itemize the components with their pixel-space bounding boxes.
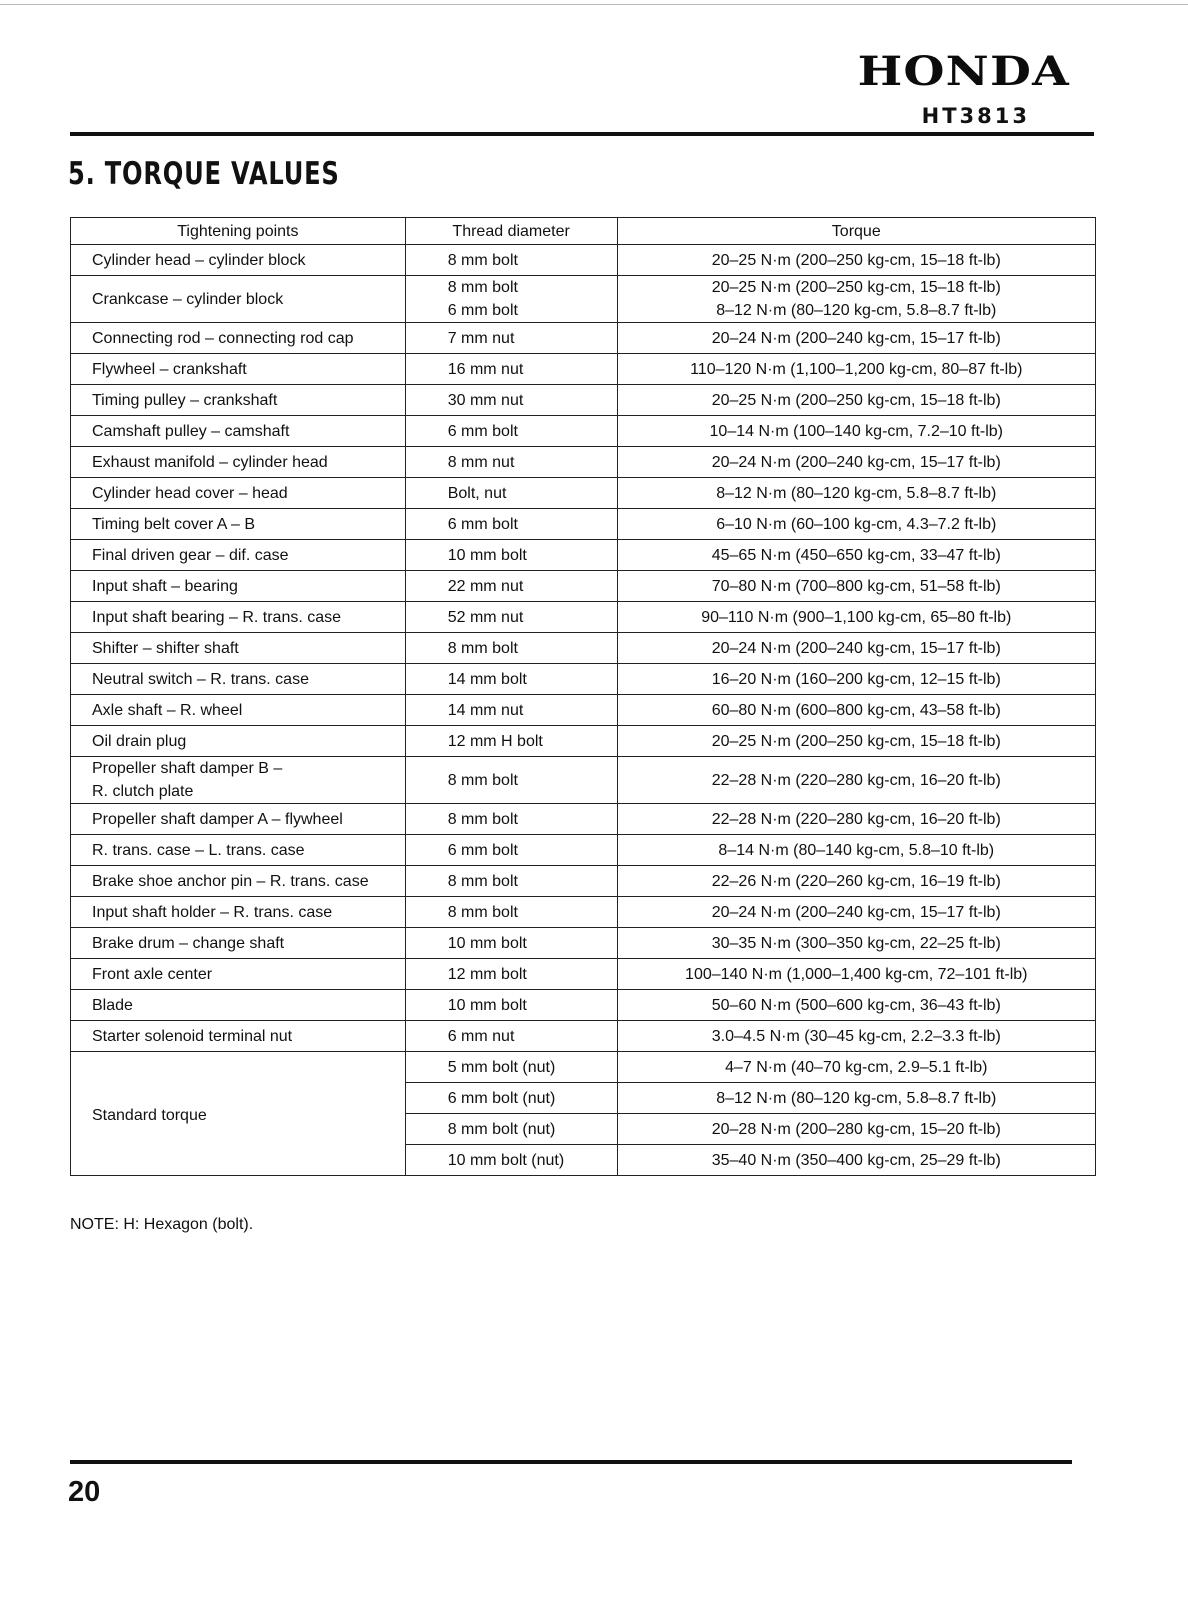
- torque-cell: [617, 416, 1095, 447]
- tightening-point-cell: [71, 757, 406, 804]
- torque-cell: [617, 571, 1095, 602]
- table-row: [71, 509, 1096, 540]
- tightening-point-cell-text: Connecting rod – connecting rod cap: [92, 329, 354, 347]
- torque-cell-text: 90–110 N·m (900–1,100 kg-cm, 65–80 ft-lb): [701, 608, 1012, 626]
- thread-diameter-cell: [405, 897, 617, 928]
- table-row: [71, 602, 1096, 633]
- torque-cell-text: 8–12 N·m (80–120 kg-cm, 5.8–8.7 ft-lb): [716, 484, 997, 502]
- thread-diameter-cell: 8 mm bolt (nut): [405, 1114, 617, 1145]
- tightening-point-cell: [71, 1021, 406, 1052]
- thread-diameter-cell-text: 8 mm bolt: [447, 639, 518, 657]
- thread-diameter-cell-text: Bolt, nut: [447, 484, 507, 502]
- torque-cell-text: 6–10 N·m (60–100 kg-cm, 4.3–7.2 ft-lb): [716, 515, 997, 533]
- thread-diameter-cell: [405, 990, 617, 1021]
- tightening-point-cell-text: Input shaft bearing – R. trans. case: [92, 608, 342, 626]
- table-row: [71, 276, 1096, 323]
- standard-torque-row: [71, 1052, 1096, 1083]
- torque-cell: 4–7 N·m (40–70 kg-cm, 2.9–5.1 ft-lb): [617, 1052, 1095, 1083]
- table-body: [71, 245, 1096, 1176]
- table-row: [71, 385, 1096, 416]
- torque-cell-text: 20–24 N·m (200–240 kg-cm, 15–17 ft-lb): [711, 453, 1001, 471]
- torque-cell: 35–40 N·m (350–400 kg-cm, 25–29 ft-lb): [617, 1145, 1095, 1176]
- tightening-point-cell: [71, 695, 406, 726]
- thread-diameter-cell-text: 52 mm nut: [447, 608, 524, 626]
- thread-diameter-cell: [405, 354, 617, 385]
- thread-diameter-cell-text: 10 mm bolt: [447, 934, 527, 952]
- torque-cell-text: 50–60 N·m (500–600 kg-cm, 36–43 ft-lb): [711, 996, 1001, 1014]
- thread-diameter-cell: [405, 478, 617, 509]
- thread-diameter-cell-text: 14 mm bolt: [447, 670, 527, 688]
- tightening-point-cell-text: R. clutch plate: [92, 783, 194, 800]
- thread-diameter-cell-text: 8 mm bolt: [447, 872, 518, 890]
- torque-cell: 8–12 N·m (80–120 kg-cm, 5.8–8.7 ft-lb): [617, 1083, 1095, 1114]
- torque-cell: [617, 633, 1095, 664]
- torque-cell: [617, 323, 1095, 354]
- table-row: [71, 990, 1096, 1021]
- torque-cell: [617, 990, 1095, 1021]
- torque-cell-text: 20–25 N·m (200–250 kg-cm, 15–18 ft-lb): [711, 732, 1001, 750]
- table-row: [71, 959, 1096, 990]
- tightening-point-cell: [71, 416, 406, 447]
- thread-diameter-cell: 6 mm bolt (nut): [405, 1083, 617, 1114]
- tightening-point-cell: [71, 897, 406, 928]
- thread-diameter-cell: [405, 757, 617, 804]
- tightening-point-cell-text: Timing belt cover A – B: [92, 515, 256, 533]
- tightening-point-cell-text: Input shaft holder – R. trans. case: [92, 903, 333, 921]
- torque-cell-text: 20–25 N·m (200–250 kg-cm, 15–18 ft-lb): [711, 251, 1001, 269]
- thread-diameter-cell-text: 6 mm bolt: [447, 302, 518, 319]
- torque-cell-text: 110–120 N·m (1,100–1,200 kg-cm, 80–87 ft-lb): [690, 360, 1023, 378]
- tightening-point-cell-text: Oil drain plug: [92, 732, 187, 750]
- thread-diameter-cell-text: 8 mm nut: [447, 453, 515, 471]
- table-row: [71, 478, 1096, 509]
- torque-cell-text: 100–140 N·m (1,000–1,400 kg-cm, 72–101 ft-lb): [685, 965, 1028, 983]
- torque-cell: [617, 245, 1095, 276]
- tightening-point-cell-text: Exhaust manifold – cylinder head: [92, 453, 328, 471]
- table-row: [71, 664, 1096, 695]
- torque-cell-text: 60–80 N·m (600–800 kg-cm, 43–58 ft-lb): [711, 701, 1001, 719]
- tightening-point-cell: [71, 928, 406, 959]
- thread-diameter-cell: [405, 726, 617, 757]
- tightening-point-cell-text: Axle shaft – R. wheel: [92, 701, 243, 719]
- tightening-point-cell-text: Brake drum – change shaft: [92, 934, 285, 952]
- torque-cell: [617, 757, 1095, 804]
- thread-diameter-cell-text: 8 mm bolt: [447, 810, 518, 828]
- thread-diameter-cell-text: 10 mm bolt: [447, 546, 527, 564]
- tightening-point-cell: [71, 959, 406, 990]
- tightening-point-cell: [71, 354, 406, 385]
- column-header-tightening-points: Tightening points: [71, 218, 406, 245]
- torque-cell-text: 20–25 N·m (200–250 kg-cm, 15–18 ft-lb): [711, 391, 1001, 409]
- thread-diameter-cell: [405, 1021, 617, 1052]
- torque-cell: [617, 897, 1095, 928]
- thread-diameter-cell: [405, 695, 617, 726]
- thread-diameter-cell-text: 14 mm nut: [447, 701, 524, 719]
- section-title: 5. TORQUE VALUES: [68, 156, 340, 192]
- tightening-point-cell-text: Front axle center: [92, 965, 213, 983]
- table-row: [71, 447, 1096, 478]
- thread-diameter-cell-text: 30 mm nut: [447, 391, 524, 409]
- torque-cell: [617, 478, 1095, 509]
- torque-cell: [617, 866, 1095, 897]
- standard-torque-label: Standard torque: [71, 1052, 406, 1176]
- torque-cell-text: 10–14 N·m (100–140 kg-cm, 7.2–10 ft-lb): [709, 422, 1003, 440]
- tightening-point-cell: [71, 447, 406, 478]
- torque-cell-text: 16–20 N·m (160–200 kg-cm, 12–15 ft-lb): [711, 670, 1001, 688]
- torque-cell: [617, 835, 1095, 866]
- thread-diameter-cell-text: 22 mm nut: [447, 577, 524, 595]
- tightening-point-cell-text: Input shaft – bearing: [92, 577, 238, 595]
- tightening-point-cell: [71, 323, 406, 354]
- tightening-point-cell: [71, 866, 406, 897]
- thread-diameter-cell: [405, 959, 617, 990]
- table-row: [71, 726, 1096, 757]
- table-row: [71, 245, 1096, 276]
- table-row: [71, 695, 1096, 726]
- table-row: [71, 804, 1096, 835]
- torque-cell: [617, 664, 1095, 695]
- thread-diameter-cell: [405, 416, 617, 447]
- tightening-point-cell: [71, 540, 406, 571]
- model-number: HT3813: [921, 104, 1030, 128]
- tightening-point-cell: [71, 726, 406, 757]
- thread-diameter-cell-text: 8 mm bolt: [447, 251, 518, 269]
- tightening-point-cell: [71, 804, 406, 835]
- torque-cell: [617, 354, 1095, 385]
- thread-diameter-cell: [405, 509, 617, 540]
- torque-cell-text: 22–28 N·m (220–280 kg-cm, 16–20 ft-lb): [711, 810, 1001, 828]
- thread-diameter-cell: [405, 540, 617, 571]
- torque-cell-text: 70–80 N·m (700–800 kg-cm, 51–58 ft-lb): [711, 577, 1001, 595]
- tightening-point-cell-text: R. trans. case – L. trans. case: [92, 841, 305, 859]
- torque-cell: [617, 1021, 1095, 1052]
- torque-cell-text: 45–65 N·m (450–650 kg-cm, 33–47 ft-lb): [711, 546, 1001, 564]
- column-header-thread-diameter: Thread diameter: [405, 218, 617, 245]
- tightening-point-cell-text: Final driven gear – dif. case: [92, 546, 289, 564]
- column-header-torque: Torque: [617, 218, 1095, 245]
- tightening-point-cell: [71, 478, 406, 509]
- torque-cell: [617, 695, 1095, 726]
- thread-diameter-cell: [405, 245, 617, 276]
- tightening-point-cell-text: Blade: [92, 996, 133, 1014]
- torque-cell-text: 3.0–4.5 N·m (30–45 kg-cm, 2.2–3.3 ft-lb): [711, 1027, 1001, 1045]
- table-header-row: [71, 218, 1096, 245]
- thread-diameter-cell: [405, 276, 617, 323]
- table-row: [71, 835, 1096, 866]
- torque-cell: [617, 447, 1095, 478]
- thread-diameter-cell: [405, 928, 617, 959]
- thread-diameter-cell-text: 8 mm bolt: [447, 771, 518, 789]
- tightening-point-cell: [71, 571, 406, 602]
- tightening-point-cell-text: Camshaft pulley – camshaft: [92, 422, 290, 440]
- thread-diameter-cell-text: 7 mm nut: [447, 329, 515, 347]
- thread-diameter-cell-text: 12 mm H bolt: [447, 732, 543, 750]
- tightening-point-cell-text: Starter solenoid terminal nut: [92, 1027, 293, 1045]
- thread-diameter-cell: [405, 804, 617, 835]
- torque-cell: [617, 959, 1095, 990]
- tightening-point-cell: [71, 664, 406, 695]
- tightening-point-cell-text: Propeller shaft damper A – flywheel: [92, 810, 343, 828]
- thread-diameter-cell: [405, 571, 617, 602]
- thread-diameter-cell: [405, 385, 617, 416]
- tightening-point-cell: [71, 276, 406, 323]
- torque-values-table: [70, 217, 1096, 1176]
- tightening-point-cell: [71, 602, 406, 633]
- table-row: [71, 571, 1096, 602]
- table-row: [71, 928, 1096, 959]
- thread-diameter-cell: [405, 866, 617, 897]
- tightening-point-cell-text: Shifter – shifter shaft: [92, 639, 239, 657]
- table-row: [71, 757, 1096, 804]
- tightening-point-cell: [71, 385, 406, 416]
- thread-diameter-cell-text: 16 mm nut: [447, 360, 524, 378]
- tightening-point-cell: [71, 835, 406, 866]
- thread-diameter-cell: [405, 633, 617, 664]
- tightening-point-cell-text: Crankcase – cylinder block: [92, 290, 284, 308]
- tightening-point-cell: [71, 245, 406, 276]
- table-row: [71, 354, 1096, 385]
- torque-cell-text: 30–35 N·m (300–350 kg-cm, 22–25 ft-lb): [711, 934, 1001, 952]
- torque-cell-text: 20–24 N·m (200–240 kg-cm, 15–17 ft-lb): [711, 903, 1001, 921]
- honda-logo: HONDA: [857, 48, 1070, 95]
- torque-cell: [617, 509, 1095, 540]
- torque-cell: [617, 276, 1095, 323]
- torque-cell: 20–28 N·m (200–280 kg-cm, 15–20 ft-lb): [617, 1114, 1095, 1145]
- thread-diameter-cell: [405, 835, 617, 866]
- table-row: [71, 633, 1096, 664]
- thread-diameter-cell-text: 6 mm bolt: [447, 422, 518, 440]
- torque-cell-text: 20–24 N·m (200–240 kg-cm, 15–17 ft-lb): [711, 639, 1001, 657]
- thread-diameter-cell-text: 8 mm bolt: [447, 279, 518, 296]
- table-row: [71, 897, 1096, 928]
- thread-diameter-cell: 10 mm bolt (nut): [405, 1145, 617, 1176]
- header-rule: [70, 132, 1094, 136]
- tightening-point-cell-text: Neutral switch – R. trans. case: [92, 670, 309, 688]
- torque-cell-text: 8–12 N·m (80–120 kg-cm, 5.8–8.7 ft-lb): [716, 302, 997, 319]
- tightening-point-cell-text: Cylinder head – cylinder block: [92, 251, 306, 269]
- tightening-point-cell-text: Timing pulley – crankshaft: [92, 391, 278, 409]
- table-row: [71, 323, 1096, 354]
- torque-cell-text: 22–26 N·m (220–260 kg-cm, 16–19 ft-lb): [711, 872, 1001, 890]
- table-row: [71, 866, 1096, 897]
- thread-diameter-cell-text: 6 mm bolt: [447, 515, 518, 533]
- torque-cell: [617, 804, 1095, 835]
- top-edge-rule: [0, 4, 1188, 5]
- torque-cell: [617, 602, 1095, 633]
- thread-diameter-cell-text: 10 mm bolt: [447, 996, 527, 1014]
- thread-diameter-cell-text: 12 mm bolt: [447, 965, 527, 983]
- thread-diameter-cell: [405, 664, 617, 695]
- tightening-point-cell-text: Cylinder head cover – head: [92, 484, 288, 502]
- torque-cell-text: 8–14 N·m (80–140 kg-cm, 5.8–10 ft-lb): [718, 841, 995, 859]
- thread-diameter-cell-text: 6 mm bolt: [447, 841, 518, 859]
- thread-diameter-cell: 5 mm bolt (nut): [405, 1052, 617, 1083]
- torque-cell: [617, 726, 1095, 757]
- tightening-point-cell-text: Brake shoe anchor pin – R. trans. case: [92, 872, 369, 890]
- tightening-point-cell-text: Flywheel – crankshaft: [92, 360, 247, 378]
- torque-cell: [617, 385, 1095, 416]
- thread-diameter-cell: [405, 447, 617, 478]
- torque-cell: [617, 928, 1095, 959]
- tightening-point-cell: [71, 633, 406, 664]
- thread-diameter-cell: [405, 602, 617, 633]
- tightening-point-cell: [71, 509, 406, 540]
- page-number: 20: [68, 1476, 101, 1508]
- footnote: NOTE: H: Hexagon (bolt).: [70, 1216, 254, 1233]
- torque-cell-text: 20–24 N·m (200–240 kg-cm, 15–17 ft-lb): [711, 329, 1001, 347]
- torque-cell-text: 22–28 N·m (220–280 kg-cm, 16–20 ft-lb): [711, 771, 1001, 789]
- tightening-point-cell-text: Propeller shaft damper B –: [92, 760, 283, 777]
- table-row: [71, 540, 1096, 571]
- torque-cell-text: 20–25 N·m (200–250 kg-cm, 15–18 ft-lb): [711, 279, 1001, 296]
- footer-rule: [70, 1460, 1072, 1464]
- thread-diameter-cell: [405, 323, 617, 354]
- torque-cell: [617, 540, 1095, 571]
- thread-diameter-cell-text: 6 mm nut: [447, 1027, 515, 1045]
- table-row: [71, 1021, 1096, 1052]
- tightening-point-cell: [71, 990, 406, 1021]
- table-row: [71, 416, 1096, 447]
- thread-diameter-cell-text: 8 mm bolt: [447, 903, 518, 921]
